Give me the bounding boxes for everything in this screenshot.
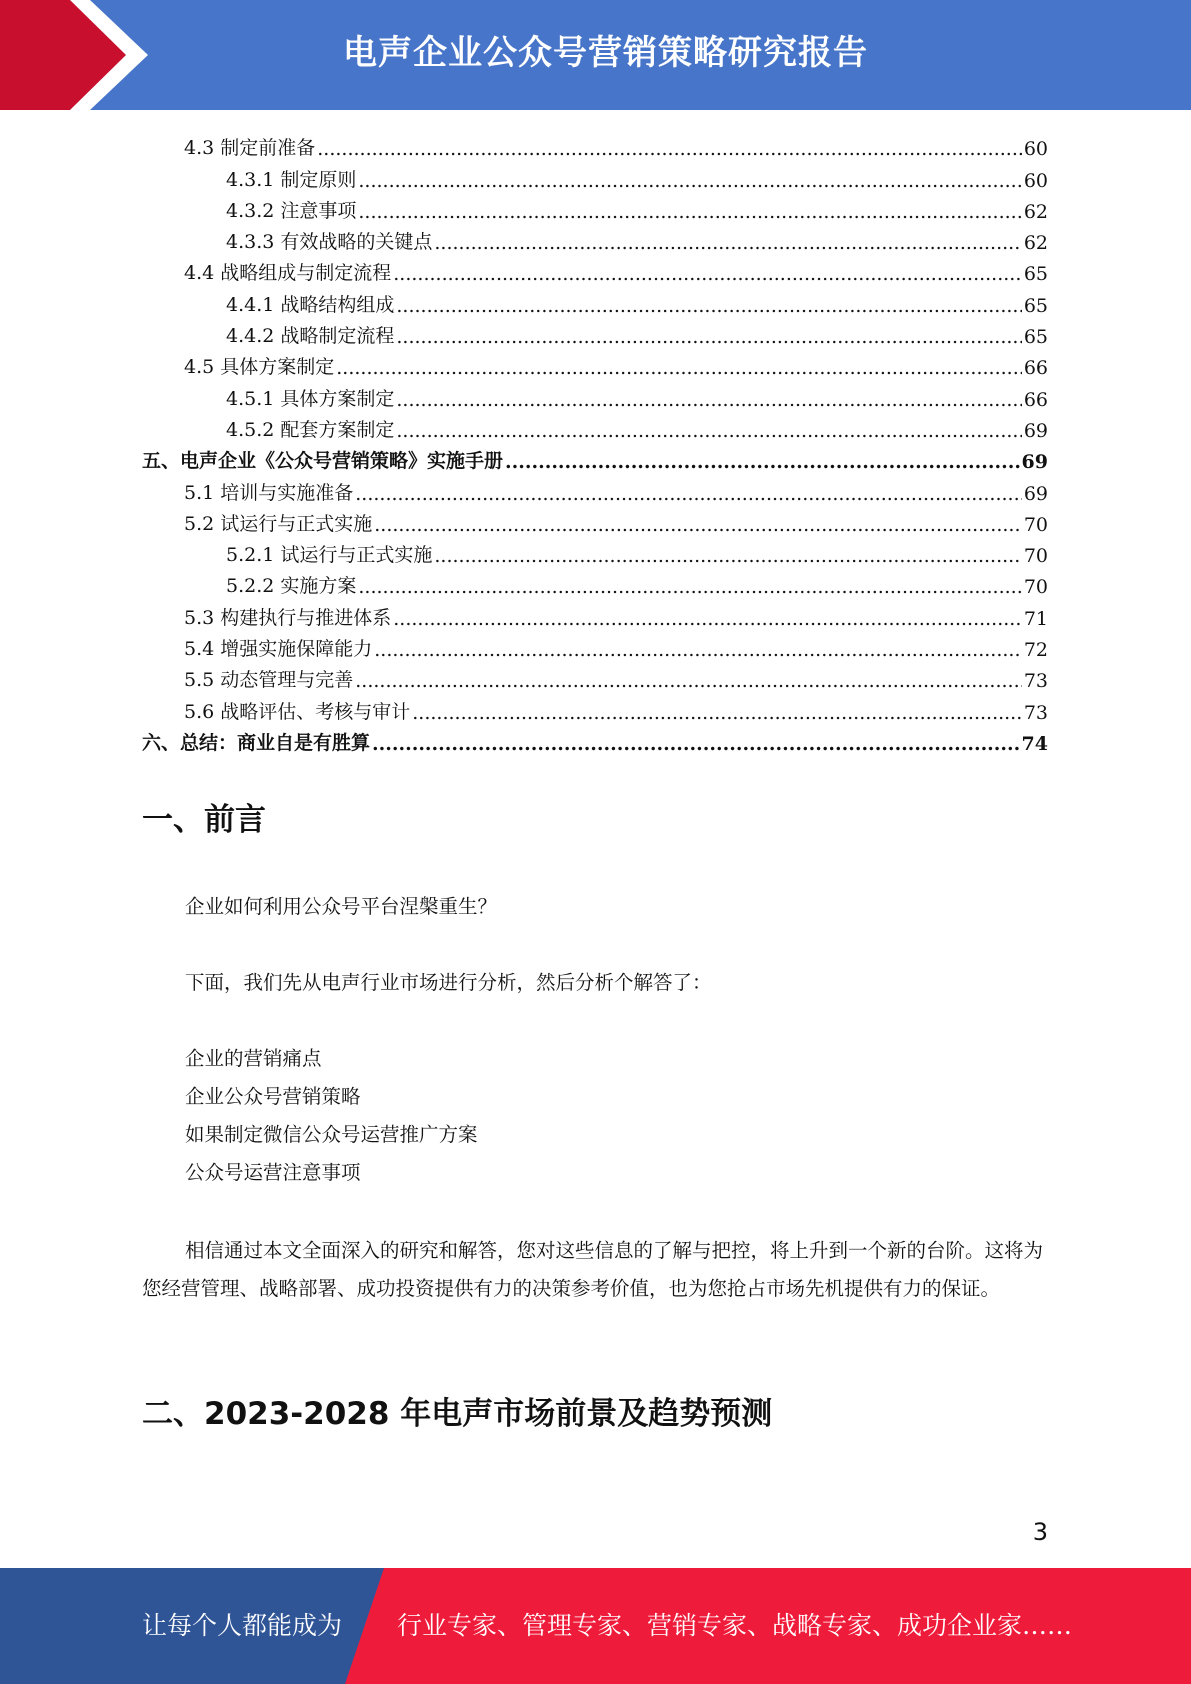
toc-row[interactable]: 4.5.2 配套方案制定 ..... 69 <box>142 411 1048 442</box>
page-footer <box>0 1568 1191 1684</box>
toc-row[interactable]: 5.4 增强实施保障能力 ..... 72 <box>142 630 1048 661</box>
toc-row[interactable]: 5.5 动态管理与完善 ..... 73 <box>142 661 1048 692</box>
toc-row[interactable]: 5.2.2 实施方案 ..... 70 <box>142 567 1048 598</box>
toc-row[interactable]: 4.4.1 战略结构组成 ..... 65 <box>142 285 1048 316</box>
toc-row[interactable]: 4.5 具体方案制定 ..... 66 <box>142 348 1048 379</box>
toc-row[interactable]: 4.5.1 具体方案制定 ..... 66 <box>142 379 1048 410</box>
list-item: 公众号运营注意事项 <box>185 1161 361 1184</box>
toc-row-chapter[interactable]: 六、总结：商业自是有胜算 ..... 74 <box>142 724 1048 755</box>
list-item: 企业的营销痛点 <box>185 1047 322 1070</box>
toc-row[interactable]: 4.3.3 有效战略的关键点 ..... 62 <box>142 223 1048 254</box>
list-item: 企业公众号营销策略 <box>185 1085 361 1108</box>
footer-slogan-left: 让每个人都能成为 <box>142 1611 343 1640</box>
section-heading-forecast: 二、2023-2028 年电声市场前景及趋势预测 <box>142 1396 773 1432</box>
toc-row[interactable]: 4.4.2 战略制定流程 ..... 65 <box>142 317 1048 348</box>
toc-row[interactable]: 5.2.1 试运行与正式实施 ..... 70 <box>142 536 1048 567</box>
paragraph: 企业如何利用公众号平台涅槃重生？ <box>185 895 498 918</box>
section-heading-preface: 一、前言 <box>142 802 266 838</box>
toc-row[interactable]: 4.3 制定前准备 ..... 60 <box>142 129 1048 160</box>
toc-row[interactable]: 5.1 培训与实施准备 ..... 69 <box>142 473 1048 504</box>
toc-row[interactable]: 4.3.2 注意事项 ..... 62 <box>142 192 1048 223</box>
toc-row[interactable]: 4.4 战略组成与制定流程 ..... 65 <box>142 254 1048 285</box>
list-item: 如果制定微信公众号运营推广方案 <box>185 1123 478 1146</box>
report-title: 电声企业公众号营销策略研究报告 <box>343 33 868 73</box>
toc-row[interactable]: 5.2 试运行与正式实施 ..... 70 <box>142 505 1048 536</box>
page-header <box>0 0 1191 110</box>
toc-row[interactable]: 5.3 构建执行与推进体系 ..... 71 <box>142 598 1048 629</box>
page-number: 3 <box>1032 1518 1048 1546</box>
paragraph: 下面，我们先从电声行业市场进行分析，然后分析个解答了： <box>185 971 712 994</box>
paragraph: 相信通过本文全面深入的研究和解答，您对这些信息的了解与把控，将上升到一个新的台阶。这将为您经营管理、战略部署、成功投资提供有力的决策参考价值，也为您抢占市场先机提供有力的保证。 <box>142 1239 1044 1300</box>
toc-row[interactable]: 4.3.1 制定原则 ..... 60 <box>142 160 1048 191</box>
table-of-contents <box>142 129 1048 755</box>
toc-row[interactable]: 5.6 战略评估、考核与审计 ..... 73 <box>142 692 1048 723</box>
footer-slogan-right: 行业专家、管理专家、营销专家、战略专家、成功企业家…… <box>397 1611 1073 1640</box>
toc-row-chapter[interactable]: 五、电声企业《公众号营销策略》实施手册 ..... 69 <box>142 442 1048 473</box>
